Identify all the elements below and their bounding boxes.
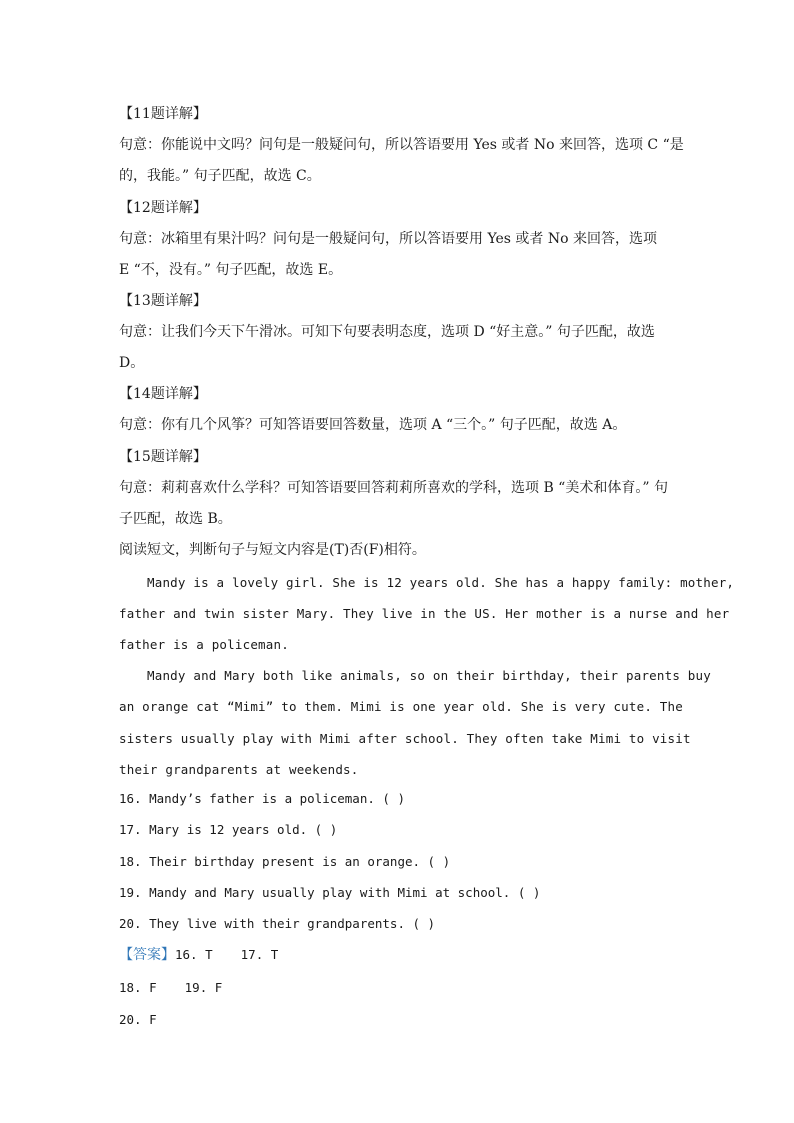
explanation-line: 句意：你能说中文吗？问句是一般疑问句，所以答语要用 Yes 或者 No 来回答，选项 C “是	[119, 137, 684, 153]
question-19: 19. Mandy and Mary usually play with Mimi at school. ( )	[119, 885, 541, 900]
explanation-heading-15: 【15题详解】	[119, 449, 207, 465]
reading-instruction: 阅读短文，判断句子与短文内容是(T)否(F)相符。	[119, 542, 426, 558]
explanation-line: 句意：冰箱里有果汁吗？问句是一般疑问句，所以答语要用 Yes 或者 No 来回答，选项	[119, 231, 657, 247]
answer-item: 16. T	[175, 947, 213, 962]
answer-label: 【答案】	[119, 947, 175, 963]
passage-line: an orange cat “Mimi” to them. Mimi is one year old. She is very cute. The	[119, 699, 683, 714]
explanation-heading-12: 【12题详解】	[119, 200, 207, 216]
explanation-line: 句意：莉莉喜欢什么学科？可知答语要回答莉莉所喜欢的学科，选项 B “美术和体育。” 句	[119, 480, 668, 496]
answer-row	[119, 945, 679, 965]
passage-line: their grandparents at weekends.	[119, 762, 359, 777]
answer-row	[119, 978, 679, 998]
explanation-line: 的，我能。” 句子匹配，故选 C。	[119, 168, 321, 184]
explanation-heading-14: 【14题详解】	[119, 386, 207, 402]
answer-item: 19. F	[184, 980, 223, 995]
answer-item: 18. F	[119, 980, 157, 995]
explanation-heading-11: 【11题详解】	[119, 106, 207, 122]
answer-row	[119, 1010, 679, 1030]
passage-line: father is a policeman.	[119, 637, 289, 652]
passage-line: Mandy is a lovely girl. She is 12 years old. She has a happy family: mother,	[147, 575, 735, 590]
question-20: 20. They live with their grandparents. ( )	[119, 916, 436, 931]
explanation-line: 子匹配，故选 B。	[119, 511, 232, 527]
explanation-heading-13: 【13题详解】	[119, 293, 207, 309]
question-16: 16. Mandy’s father is a policeman. ( )	[119, 791, 405, 806]
question-17: 17. Mary is 12 years old. ( )	[119, 822, 338, 837]
explanation-line: 句意：让我们今天下午滑冰。可知下句要表明态度，选项 D “好主意。” 句子匹配，故选	[119, 324, 655, 340]
explanation-line: E “不，没有。” 句子匹配，故选 E。	[119, 262, 343, 278]
passage-line: father and twin sister Mary. They live in the US. Her mother is a nurse and her	[119, 606, 730, 621]
answer-item: 17. T	[240, 947, 279, 962]
answer-item: 20. F	[119, 1012, 157, 1027]
passage-line: Mandy and Mary both like animals, so on their birthday, their parents buy	[147, 668, 711, 683]
explanation-line: 句意：你有几个风筝？可知答语要回答数量，选项 A “三个。” 句子匹配，故选 A。	[119, 417, 627, 433]
explanation-line: D。	[119, 355, 145, 371]
passage-line: sisters usually play with Mimi after school. They often take Mimi to visit	[119, 731, 691, 746]
question-18: 18. Their birthday present is an orange. ( )	[119, 854, 451, 869]
